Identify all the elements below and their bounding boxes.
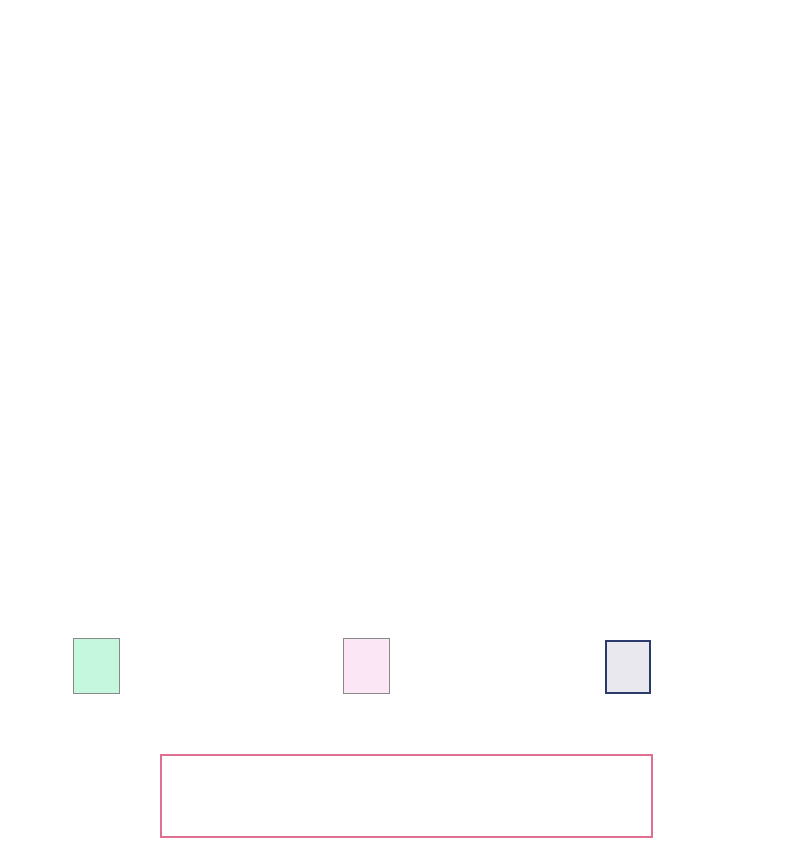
legend-swatch-with-marks	[73, 638, 120, 694]
legend-swatch-to-locate	[605, 640, 651, 694]
stats-box	[160, 754, 653, 838]
legend-swatch-without-marks	[343, 638, 390, 694]
stamp-icon	[605, 640, 651, 694]
